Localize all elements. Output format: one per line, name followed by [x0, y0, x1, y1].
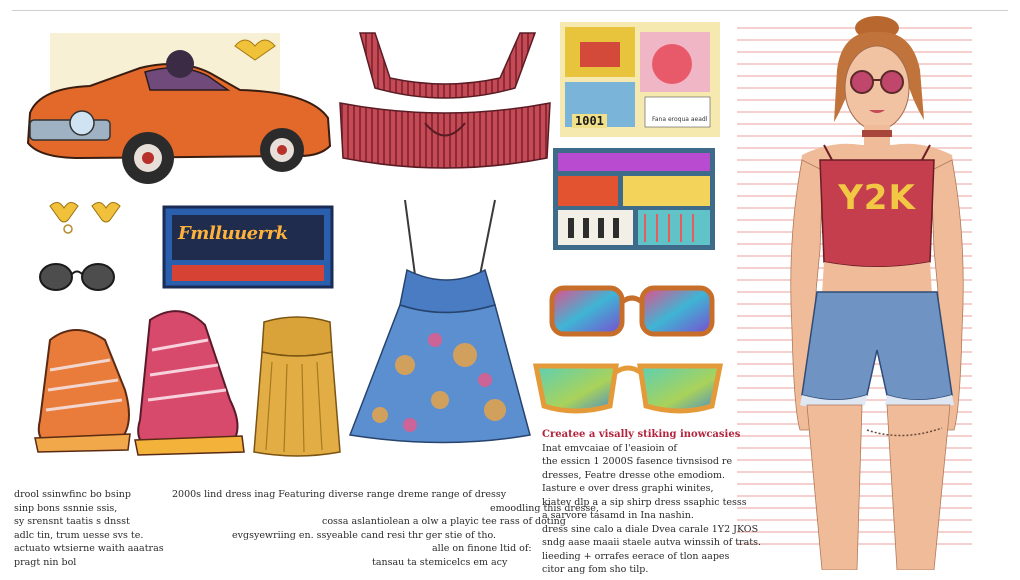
crop-top-print-text: Y2K [838, 178, 916, 218]
text-line: pragt nin bol [14, 556, 77, 568]
caption-line: Inat emvcaiae of l'easioin of [542, 442, 677, 454]
text-line: 2000s lind dress inag Featuring diverse range dreme range of dressy [172, 489, 507, 500]
text-line: emoodling this dresse, [490, 502, 599, 514]
caption-line: citor ang fom sho tilp. [542, 564, 649, 575]
striped-crop-top-illustration [335, 28, 555, 173]
caption-line: the essicn 1 2000S fasence tivnsisod re [542, 456, 733, 467]
mirrored-sunglasses-illustration [548, 282, 716, 340]
convertible-car-illustration [20, 28, 335, 193]
text-line: cossa aslantiolean a olw a playic tee rass of doting [322, 516, 566, 527]
text-line: evgsyewriing en. ssyeable cand resi thr ger stie of tho. [232, 529, 497, 541]
aviator-sunglasses-illustration [530, 358, 726, 416]
caption-line: sndg aase maaii staele autva winssih of trats. [542, 537, 761, 548]
street-market-illustration [553, 148, 715, 250]
magazine-collage-illustration [560, 22, 720, 137]
caption-line: a sarvore tasamd in Ina nashin. [542, 510, 694, 521]
collage-caption: Fana eroqua aeadl [652, 116, 708, 123]
text-line: adlc tin, trum uesse svs te. [14, 529, 144, 541]
butterfly-earrings-illustration [40, 196, 130, 236]
yellow-tube-dress-illustration [252, 312, 342, 457]
middle-text-column [172, 488, 599, 569]
text-line: alle on finone ltid of: [432, 543, 532, 554]
neon-sign-text: Fmlluuerrk [178, 223, 288, 244]
text-line: sy srensnt taatis s dnsst [14, 516, 130, 527]
neon-sign-illustration [162, 203, 334, 291]
collage-label: 1001 [572, 114, 607, 128]
caption-line: lieeding + orrafes eerace of tlon aapes [542, 550, 730, 562]
text-line: drool ssinwfinc bo bsinp [14, 489, 131, 500]
caption-line: dress sine calo a diale Dvea carale 1Y2 JKOS [542, 523, 759, 535]
y2k-fashion-figure-illustration [762, 10, 982, 570]
caption-line: dresses, Featre dresse othe emodiom. [542, 469, 726, 481]
text-line: sinp bons ssnnie ssis, [14, 502, 118, 514]
caption-line: Iasture e over dress graphi winites, [542, 483, 714, 494]
text-line: tansau ta stemicelcs em acy [372, 556, 508, 568]
caption-heading: Createe a visally stiking inowcasies [542, 429, 741, 440]
sneakers-illustration [30, 300, 252, 460]
caption-line: kiatev dlp a a sip shirp dress ssaphic tesss [542, 496, 747, 508]
blue-sundress-illustration [345, 195, 535, 445]
left-text-column [14, 488, 164, 569]
text-line: actuato wtsierne waith aaatras [14, 543, 164, 554]
round-sunglasses-illustration [38, 260, 116, 294]
